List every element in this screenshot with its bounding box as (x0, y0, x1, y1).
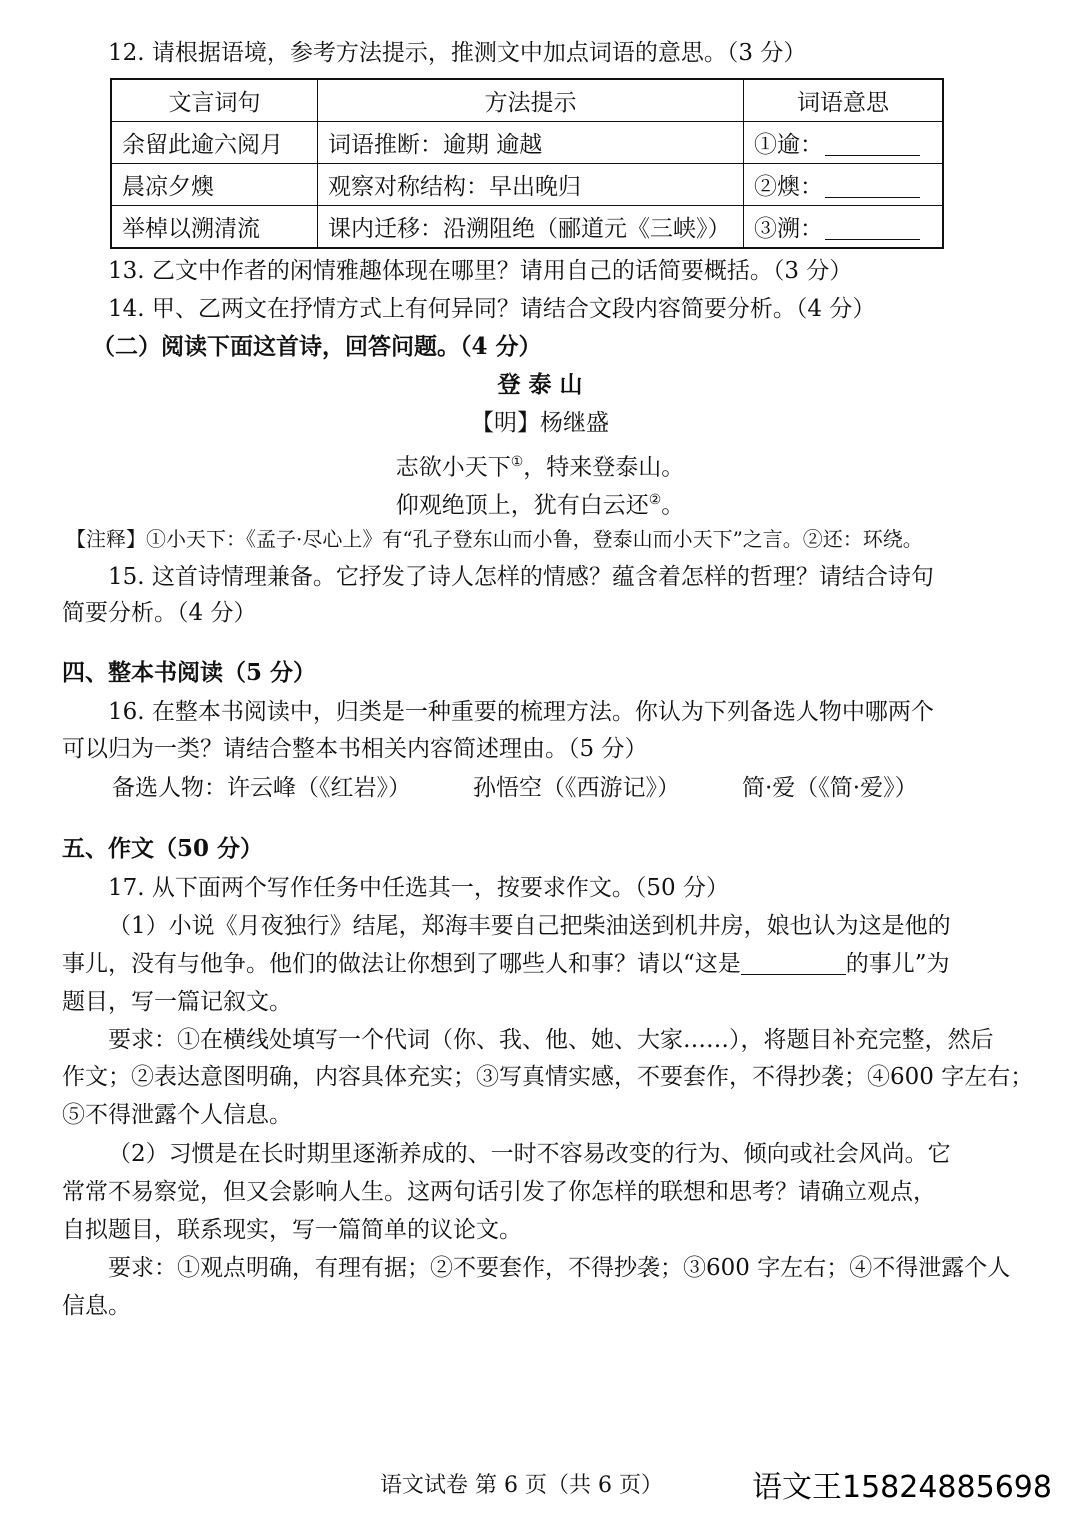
task-2-line-3: 自拟题目，联系现实，写一篇简单的议论文。 (62, 1217, 522, 1243)
table-row (111, 122, 943, 164)
table-cell-phrase: 举棹以溯清流 (111, 206, 318, 249)
section-poem-heading: （二）阅读下面这首诗，回答问题。（4 分） (92, 333, 542, 360)
poem-text: ，特来登泰山。 (523, 454, 685, 481)
page-footer: 语文试卷 第 6 页（共 6 页） (380, 1473, 663, 1498)
meaning-label: ③溯： (754, 216, 823, 242)
task-1-line-3: 题目，写一篇记叙文。 (62, 989, 292, 1015)
poem-title: 登 泰 山 (497, 371, 583, 398)
footnote-marker: ② (648, 492, 662, 508)
footnote-marker: ① (510, 454, 524, 470)
poem-note: 【注释】①小天下：《孟子·尽心上》有“孔子登东山而小鲁，登泰山而小天下”之言。②还：环绕。 (66, 527, 923, 551)
meaning-label: ②燠： (754, 174, 823, 200)
question-17: 17. 从下面两个写作任务中任选其一，按要求作文。（50 分） (108, 875, 729, 901)
table-cell-phrase: 晨凉夕燠 (111, 164, 318, 206)
question-14: 14. 甲、乙两文在抒情方式上有何异同？请结合文段内容简要分析。（4 分） (108, 296, 876, 322)
meaning-label: ①逾： (754, 132, 823, 158)
question-16-line-1: 16. 在整本书阅读中，归类是一种重要的梳理方法。你认为下列备选人物中哪两个 (108, 699, 934, 725)
task-1-text: 事儿，没有与他争。他们的做法让你想到了哪些人和事？请以“这是 (62, 951, 741, 977)
poem-text: 志欲小天下 (395, 454, 511, 481)
question-13: 13. 乙文中作者的闲情雅趣体现在哪里？请用自己的话简要概括。（3 分） (108, 258, 853, 284)
section-4-heading: 四、整本书阅读（5 分） (62, 659, 317, 686)
task-1-requirements-1: 要求：①在横线处填写一个代词（你、我、他、她、大家……），将题目补充完整，然后 (108, 1027, 994, 1053)
table-row (111, 164, 943, 206)
table-row (111, 206, 943, 249)
answer-blank (825, 175, 920, 198)
task-1-requirements-3: ⑤不得泄露个人信息。 (62, 1102, 292, 1128)
question-15-line-1: 15. 这首诗情理兼备。它抒发了诗人怎样的情感？蕴含着怎样的哲理？请结合诗句 (108, 564, 934, 590)
task-2-requirements-1: 要求：①观点明确，有理有据；②不要套作，不得抄袭；③600 字左右；④不得泄露个人 (108, 1255, 1011, 1281)
task-1-line-2 (62, 947, 1022, 981)
table-cell-meaning (744, 206, 944, 249)
question-16-line-2: 可以归为一类？请结合整本书相关内容简述理由。（5 分） (62, 736, 648, 762)
option-3: 简·爱（《简·爱》） (742, 775, 918, 801)
task-1-line-1: （1）小说《月夜独行》结尾，郑海丰要自己把柴油送到机井房，娘也认为这是他的 (108, 913, 951, 939)
task-1-text: 的事儿”为 (845, 951, 950, 977)
option-1: 备选人物：许云峰（《红岩》） (112, 775, 411, 801)
table-cell-meaning (744, 122, 944, 164)
poem-text: 仰观绝顶上，犹有白云还 (395, 492, 649, 519)
table-cell-hint: 观察对称结构：早出晚归 (318, 164, 744, 206)
poem-text: 。 (661, 492, 685, 519)
table-cell-meaning (744, 164, 944, 206)
table-header: 词语意思 (744, 79, 944, 122)
answer-blank (825, 217, 920, 240)
table-cell-hint: 课内迁移：沿溯阻绝（郦道元《三峡》） (318, 206, 744, 249)
task-2-line-1: （2）习惯是在长时期里逐渐养成的、一时不容易改变的行为、倾向或社会风尚。它 (108, 1141, 951, 1167)
poem-line-2 (0, 483, 1080, 523)
answer-blank (825, 133, 920, 156)
table-header: 文言词句 (111, 79, 318, 122)
table-header-row (111, 79, 943, 122)
task-1-requirements-2: 作文；②表达意图明确，内容具体充实；③写真情实感，不要套作，不得抄袭；④600 字左右； (62, 1064, 1034, 1090)
poem-author: 【明】杨继盛 (471, 410, 609, 436)
table-header: 方法提示 (318, 79, 744, 122)
question-15-line-2: 简要分析。（4 分） (62, 600, 257, 626)
question-16-options (112, 771, 1012, 805)
title-blank (741, 952, 846, 975)
vocab-table (110, 78, 944, 249)
watermark: 语文王15824885698 (752, 1470, 1052, 1505)
task-2-requirements-2: 信息。 (62, 1293, 131, 1319)
table-cell-phrase: 余留此逾六阅月 (111, 122, 318, 164)
table-cell-hint: 词语推断：逾期 逾越 (318, 122, 744, 164)
section-5-heading: 五、作文（50 分） (62, 835, 264, 862)
option-2: 孙悟空（《西游记》） (473, 775, 680, 801)
task-2-line-2: 常常不易察觉，但又会影响人生。这两句话引发了你怎样的联想和思考？请确立观点， (62, 1179, 936, 1205)
poem-line-1 (0, 445, 1080, 485)
question-12: 12. 请根据语境，参考方法提示，推测文中加点词语的意思。（3 分） (108, 40, 807, 66)
